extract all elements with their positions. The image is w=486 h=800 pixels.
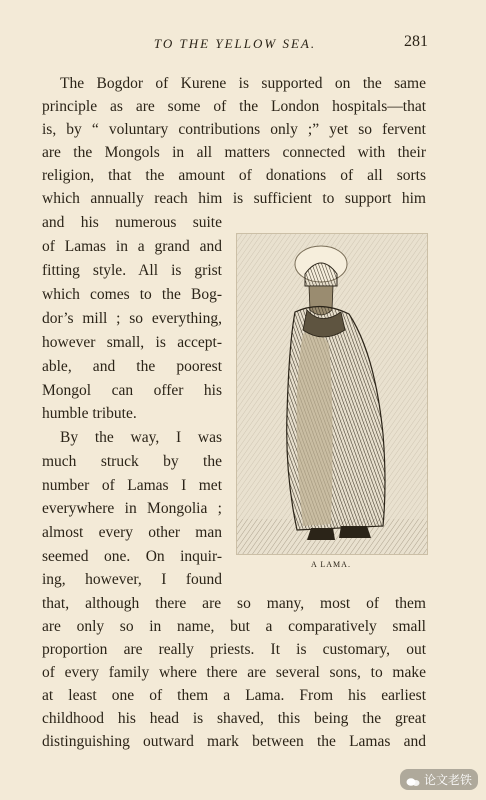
text-line: fitting style. All is grist bbox=[42, 262, 222, 279]
watermark bbox=[400, 769, 478, 790]
page-number: 281 bbox=[404, 33, 428, 50]
watermark-text: 论文老铁 bbox=[423, 773, 472, 787]
text-line: dor’s mill ; so everything, bbox=[42, 310, 222, 327]
text-line: is, by “ voluntary contributions only ;” yet so fervent bbox=[42, 121, 426, 138]
text-line: ing, however, I found bbox=[42, 571, 222, 588]
text-line: distinguishing outward mark between the Lamas and bbox=[42, 733, 426, 750]
text-line: of Lamas in a grand and bbox=[42, 238, 222, 255]
text-line: everywhere in Mongolia ; bbox=[42, 500, 222, 517]
text-line: are the Mongols in all matters connected with their bbox=[42, 144, 426, 161]
running-head bbox=[42, 33, 428, 58]
text-line: are only so in name, but a comparatively small bbox=[42, 618, 426, 635]
text-line: and his numerous suite bbox=[42, 214, 222, 231]
text-line: that, although there are so many, most of them bbox=[42, 595, 426, 612]
text-line: which comes to the Bog- bbox=[42, 286, 222, 303]
running-head-title: TO THE YELLOW SEA. bbox=[153, 36, 317, 51]
text-line: By the way, I was bbox=[60, 429, 222, 446]
text-line: principle as are some of the London hospitals—that bbox=[42, 98, 426, 115]
text-line: The Bogdor of Kurene is supported on the same bbox=[60, 75, 426, 92]
text-line: proportion are really priests. It is customary, out bbox=[42, 641, 426, 658]
lama-illustration bbox=[236, 233, 428, 555]
text-line: religion, that the amount of donations of all sorts bbox=[42, 167, 426, 184]
text-line: at least one of them a Lama. From his earliest bbox=[42, 687, 426, 704]
text-line: able, and the poorest bbox=[42, 358, 222, 375]
illustration-caption: A LAMA. bbox=[311, 560, 351, 569]
text-line: seemed one. On inquir- bbox=[42, 548, 222, 565]
chat-bubble-icon bbox=[406, 776, 420, 786]
text-line: almost every other man bbox=[42, 524, 222, 541]
text-line: humble tribute. bbox=[42, 405, 137, 422]
lama-engraving-image bbox=[237, 234, 427, 554]
text-line: however small, is accept- bbox=[42, 334, 222, 351]
text-line: of every family where there are several sons, to make bbox=[42, 664, 426, 681]
text-line: Mongol can offer his bbox=[42, 382, 222, 399]
text-line: childhood his head is shaved, this being the great bbox=[42, 710, 426, 727]
text-line: which annually reach him is sufficient to support him bbox=[42, 190, 426, 207]
text-line: much struck by the bbox=[42, 453, 222, 470]
text-line: number of Lamas I met bbox=[42, 477, 222, 494]
